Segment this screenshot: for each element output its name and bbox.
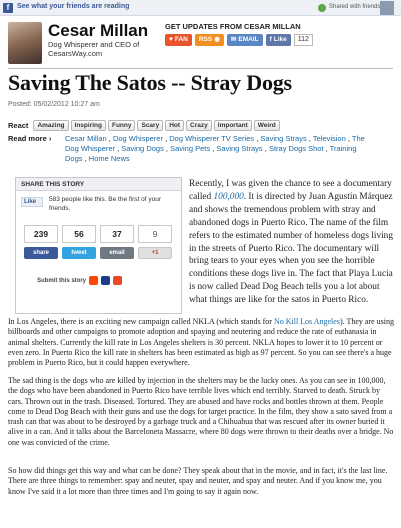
film-title: 100,000 [213,191,244,202]
tag-link[interactable]: Television [312,134,346,143]
tag-link[interactable]: Home News [88,154,130,163]
react-crazy[interactable]: Crazy [186,120,212,131]
follow-buttons [165,34,313,46]
react-hot[interactable]: Hot [165,120,184,131]
email-count: 37 [100,225,134,243]
twitter-count: 56 [62,225,96,243]
article-paragraph-2: In Los Angeles, there is an exciting new campaign called NKLA (which stands for No Kill Los Angeles). They are using billboards and other campaigns to promote adoption and spaying and neutering and reduce the rate of euthanasia in animal shelters. Currently the kill rate in Los Angeles shelters is 30 percent. NKLA hopes to lower it to 10 percent or even zero. In Puerto Rico the kill rate in shelters has been estimated as high as 97 percent. So you can see there's a huge problem in Puerto Rico, but it could happen everywhere. [8,317,394,368]
author-description: Dog Whisperer and CEO of CesarsWay.com [48,40,140,58]
header-divider [8,68,393,69]
tag-link[interactable]: Dog Whisperer TV Series [169,134,255,143]
gplus-count: 9 [138,225,172,243]
tag-link[interactable]: Training Dogs [65,144,357,163]
read-more-label: Read more › [8,134,52,143]
email-share-button[interactable]: email [100,247,134,259]
author-name[interactable]: Cesar Millan [48,21,149,40]
facebook-share-button[interactable]: share [24,247,58,259]
friends-bar [0,0,401,16]
facebook-like-button[interactable]: f Like [266,34,291,46]
tag-link[interactable]: Cesar Millan [65,134,107,143]
rss-icon: ◉ [214,36,220,43]
thumbs-up-icon: f [269,36,272,43]
heart-icon: ♥ [169,36,173,43]
gplus-button[interactable]: +1 [138,247,172,259]
share-title: SHARE THIS STORY [16,178,181,191]
article-paragraph-1: Recently, I was given the chance to see a documentary called 100,000. It is directed by Juan Agustín Márquez and shows the tremendous problem with stray and abandoned dogs in Puerto Rico. The name of the film refers to the estimated number of homeless dogs living in the streets of Puerto Rico. The documentary will bring tears to your eyes when you see the horrible conditions these dogs live in. The fact that Playa Lucia is now called Dead Dog Beach tells you a lot about what things are like for the satos in Puerto Rico. [189,179,393,306]
posted-date: Posted: 05/02/2012 10:27 am [8,101,100,108]
submit-label: Submit this story [37,277,87,284]
react-weird[interactable]: Weird [254,120,280,131]
nkla-link[interactable]: No Kill Los Angeles [273,317,340,326]
submit-story [37,276,122,285]
react-amazing[interactable]: Amazing [33,120,68,131]
shared-status-icon [318,4,326,12]
author-photo[interactable] [8,22,42,64]
share-counts [24,225,172,243]
tag-link[interactable]: Saving Pets [170,144,211,153]
chevron-right-icon: › [48,134,52,143]
tag-link[interactable]: Stray Dogs Shot [268,144,324,153]
react-label: React [8,121,29,130]
share-box [15,177,182,314]
react-inspiring[interactable]: Inspiring [71,120,106,131]
share-services [24,247,172,259]
like-count: 112 [294,34,313,46]
updates-title: GET UPDATES FROM CESAR MILLAN [165,22,301,31]
react-scary[interactable]: Scary [137,120,163,131]
facebook-icon: f [3,3,13,13]
tag-link[interactable]: Dog Whisperer [112,134,163,143]
likes-text: 583 people like this. Be the first of your friends. [49,196,162,212]
read-more-links: Cesar Millan , Dog Whisperer , Dog Whisperer TV Series , Saving Strays , Television , The Dog Whisperer , Saving Dogs , Saving Pets , Saving Strays , Stray Dogs Shot , Training Dogs , Home News [65,134,365,163]
react-important[interactable]: Important [214,120,252,131]
article-paragraph-4: So how did things get this way and what can be done? They speak about that in the movie, and in fact, it's the last line. There are three things to remember: spay and neuter, spay and neuter, and spay and neuter. And if you know me, you know I've said it a lot more than three times and I'm going to say it again now. [8,466,388,496]
envelope-icon: ✉ [230,36,237,43]
digg-icon[interactable] [101,276,110,285]
share-like-button[interactable]: Like [21,197,43,207]
reddit-icon[interactable] [89,276,98,285]
tag-link[interactable]: Saving Strays [260,134,307,143]
stumbleupon-icon[interactable] [113,276,122,285]
tweet-button[interactable]: tweet [62,247,96,259]
tag-link[interactable]: Saving Dogs [121,144,164,153]
tag-link[interactable]: The Dog Whisperer [65,134,365,153]
rss-button[interactable]: RSS ◉ [195,34,224,46]
fan-button[interactable]: ♥ FAN [165,34,192,46]
email-updates-button[interactable]: ✉ EMAIL [227,34,263,46]
react-funny[interactable]: Funny [108,120,136,131]
article-title: Saving The Satos -- Stray Dogs [8,70,292,95]
react-bar [8,120,280,131]
tag-link[interactable]: Saving Strays [216,144,263,153]
user-avatar[interactable] [380,1,394,15]
article-paragraph-3: The sad thing is the dogs who are killed by injection in the shelters may be the lucky ones. As you can see in 100,000, the dogs who have been abandoned in Puerto Rico have terrible lives which end terribly. Starved to death. Struck by cars. Thrown out in the trash. Diseased. Tortured. They are abused and have rocks and bottles thrown at them. People come to Dead Dog Beach with their guns and use the dogs for target practice. In the film, they show a sato saved from a trash can that was about to be destroyed by a garbage truck and a Chihuahua that was rescued after its owner buried it alive in a can. And it talks about the Barceloneta Massacre, where 80 dogs were thrown to their deaths over a bridge. No one was convicted of the crime. [8,376,394,447]
see-friends-link[interactable]: See what your friends are reading [17,3,130,10]
facebook-count: 239 [24,225,58,243]
shared-with-friends-toggle[interactable]: Shared with friends [329,4,381,10]
